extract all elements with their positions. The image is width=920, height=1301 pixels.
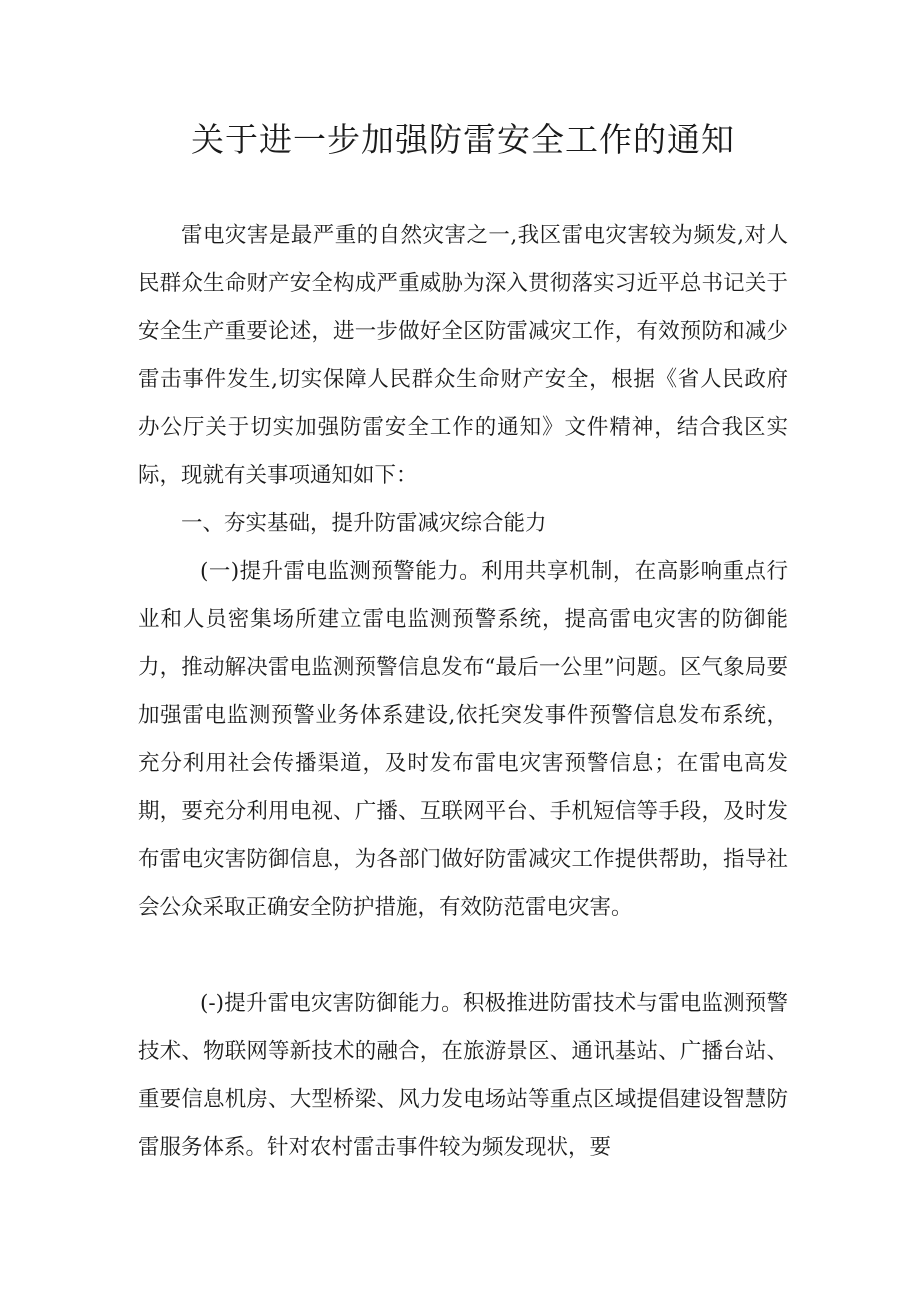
item-2-paragraph: (-)提升雷电灾害防御能力。积极推进防雷技术与雷电监测预警技术、物联网等新技术的融合，在旅游景区、通讯基站、广播台站、重要信息机房、大型桥梁、风力发电场站等重点区域提倡建设智慧防雷服务体系。针对农村雷击事件较为频发现状，要 [138, 991, 788, 1160]
item-1-paragraph: (一)提升雷电监测预警能力。利用共享机制，在高影响重点行业和人员密集场所建立雷电监测预警系统，提高雷电灾害的防御能力，推动解决雷电监测预警信息发布“最后一公里”问题。区气象局要加强雷电监测预警业务体系建设,依托突发事件预警信息发布系统，充分利用社会传播渠道，及时发布雷电灾害预警信息；在雷电高发期，要充分利用电视、广播、互联网平台、手机短信等手段，及时发布雷电灾害防御信息，为各部门做好防雷减灾工作提供帮助，指导社会公众采取正确安全防护措施，有效防范雷电灾害。 [138, 559, 788, 920]
section-heading: 一、夯实基础，提升防雷减灾综合能力 [181, 511, 547, 536]
document-title: 关于进一步加强防雷安全工作的通知 [191, 120, 735, 159]
intro-paragraph: 雷电灾害是最严重的自然灾害之一,我区雷电灾害较为频发,对人民群众生命财产安全构成严重威胁为深入贯彻落实习近平总书记关于安全生产重要论述，进一步做好全区防雷减灾工作，有效预防和减少雷击事件发生,切实保障人民群众生命财产安全，根据《省人民政府办公厅关于切实加强防雷安全工作的通知》文件精神，结合我区实际，现就有关事项通知如下： [138, 223, 788, 488]
